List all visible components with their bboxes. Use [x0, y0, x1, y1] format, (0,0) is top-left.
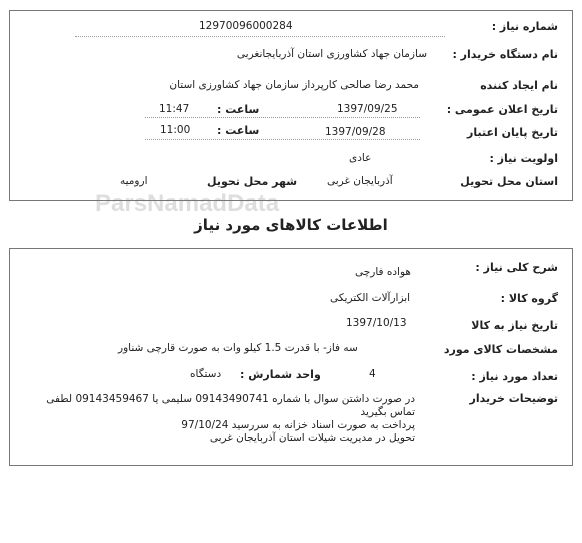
expiry-date: 1397/09/28 — [325, 126, 386, 138]
buyer-notes-line: تماس بگیرید — [360, 406, 415, 418]
announce-time-label: ساعت : — [217, 103, 260, 116]
province-label: استان محل تحویل — [460, 175, 558, 188]
expiry-time-label: ساعت : — [217, 124, 260, 137]
buyer-notes-label: توضیحات خریدار — [469, 392, 558, 405]
creator: محمد رضا صالحی کارپرداز سازمان جهاد کشاورزی استان — [169, 79, 419, 91]
group: ابزارآلات الکتریکی — [330, 292, 411, 304]
announce-date: 1397/09/25 — [337, 103, 398, 115]
quantity: 4 — [369, 368, 376, 380]
divider — [75, 36, 445, 37]
unit-label: واحد شمارش : — [240, 368, 321, 381]
buyer-notes-line: پرداخت به صورت اسناد خزانه به سررسید 97/10/24 — [181, 419, 415, 431]
buyer-org-label: نام دستگاه خریدار : — [452, 48, 558, 61]
buyer-org: سازمان جهاد کشاورزی استان آذربایجانغربی — [236, 48, 427, 60]
watermark-logo: ParsNamadData — [95, 190, 280, 217]
buyer-notes-line: تحویل در مدیریت شیلات استان آذربایجان غربی — [209, 432, 415, 444]
city: ارومیه — [120, 175, 148, 187]
province: آذربایجان غربی — [327, 175, 393, 187]
expiry-time: 11:00 — [160, 124, 191, 136]
unit: دستگاه — [190, 368, 222, 380]
summary-label: شرح کلی نیاز : — [475, 261, 558, 274]
section-title: اطلاعات کالاهای مورد نیاز — [194, 216, 388, 234]
need-date: 1397/10/13 — [346, 317, 407, 329]
announce-date-label: تاریخ اعلان عمومی : — [446, 103, 558, 116]
creator-label: نام ایجاد کننده — [480, 79, 558, 92]
summary: هواده فارچی — [355, 266, 411, 278]
specs-label: مشخصات کالای مورد — [443, 343, 558, 356]
divider — [145, 117, 420, 118]
need-number-label: شماره نیاز : — [491, 20, 558, 33]
divider — [145, 139, 420, 140]
priority-label: اولویت نیاز : — [489, 152, 558, 165]
city-label: شهر محل تحویل — [207, 175, 298, 188]
need-number: 12970096000284 — [199, 20, 293, 32]
need-date-label: تاریخ نیاز به کالا — [471, 319, 558, 332]
priority: عادی — [349, 152, 372, 164]
announce-time: 11:47 — [159, 103, 190, 115]
expiry-date-label: تاریخ پایان اعتبار — [467, 126, 558, 139]
quantity-label: تعداد مورد نیاز : — [471, 370, 558, 383]
group-label: گروه کالا : — [500, 292, 558, 305]
specs: سه فاز- با قدرت 1.5 کیلو وات به صورت قارچی شناور — [118, 342, 358, 354]
buyer-notes-line: در صورت داشتن سوال با شماره 09143490741 سلیمی یا 09143459467 لطفی — [46, 393, 415, 405]
